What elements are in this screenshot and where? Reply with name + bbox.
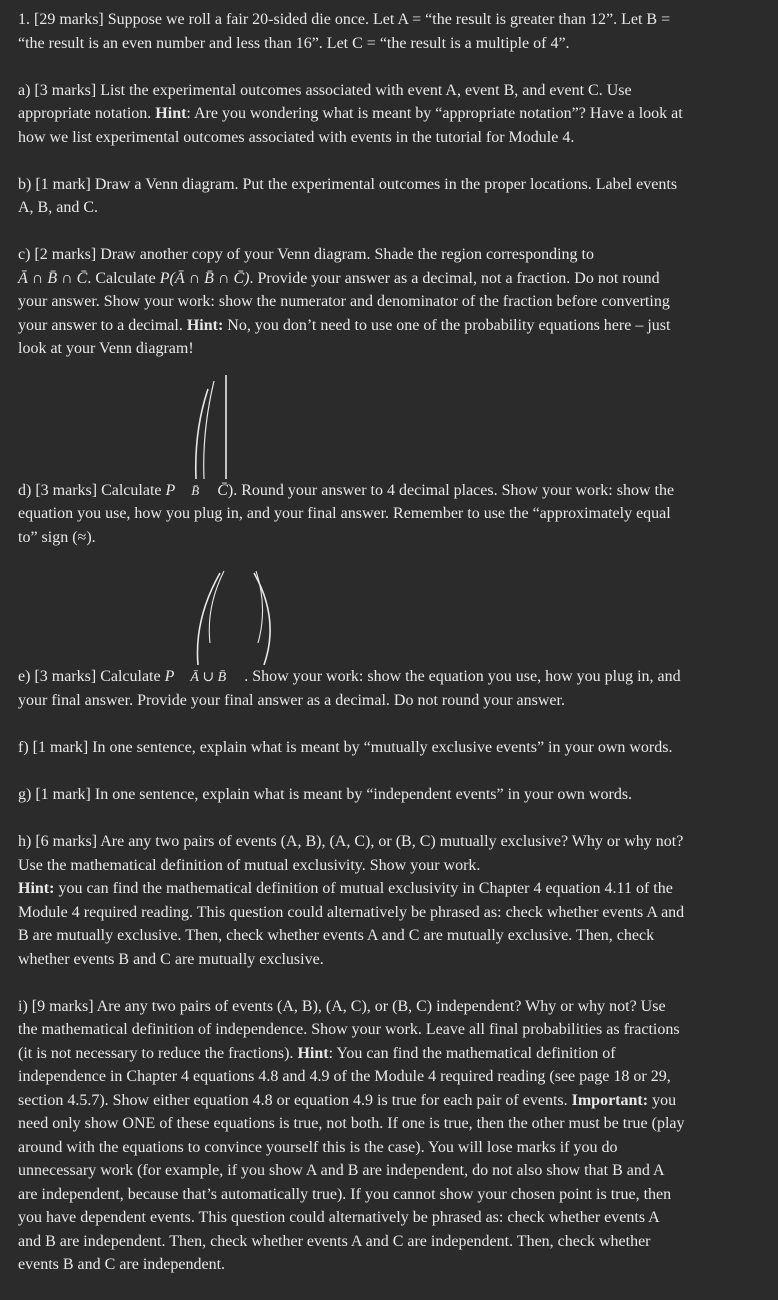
question-e (18, 665, 748, 713)
qh-line-1: h) [6 marks] Are any two pairs of events (A, B), (A, C), or (B, C) mutually exclusive? Why or why not? (18, 833, 684, 850)
qd-line-2: equation you use, how you plug in, and your final answer. Remember to use the “approximately equal (18, 505, 671, 522)
qd-text: d) [3 marks] Calculate (18, 481, 166, 499)
qi-line-4: independence in Chapter 4 equations 4.8 and 4.9 of the Module 4 required reading (see page 18 or 29, (18, 1068, 671, 1085)
qd-probability-symbol: P (165, 481, 176, 499)
qi-text: section 4.5.7). Show either equation 4.8 or equation 4.9 is true for each pair of events. (18, 1091, 572, 1109)
qi-text: you (648, 1091, 677, 1109)
question-1-intro (18, 8, 748, 55)
qd-text: ). Round your answer to 4 decimal places. Show your work: show the (227, 481, 675, 499)
qc-hint-label: Hint: (186, 316, 224, 334)
qc-line-4 (18, 314, 748, 338)
qc-text: . Provide your answer as a decimal, not a fraction. Do not round (249, 269, 660, 287)
qh-text: you can find the mathematical definition of mutual exclusivity in Chapter 4 equation 4.11 of the (54, 880, 673, 897)
qi-line-7: around with the equations to convince yourself this is the case). You will lose marks if you do (18, 1138, 618, 1156)
q1-line-2: “the result is an even number and less than 16”. Let C = “the result is a multiple of 4”. (18, 34, 570, 52)
qd-math-figure (18, 361, 748, 479)
qe-math-figure (18, 567, 748, 665)
qi-line-10: you have dependent events. This question could alternatively be phrased as: check whether events A (18, 1209, 660, 1226)
qh-line-4: Module 4 required reading. This question could alternatively be phrased as: check whether events A and (18, 903, 685, 921)
qi-line-11: and B are independent. Then, check whether events A and C are independent. Then, check whether (18, 1232, 651, 1250)
qa-line-2 (18, 102, 748, 126)
document-body (18, 8, 748, 1300)
qa-text: : Are you wondering what is meant by “appropriate notation”? Have a look at (186, 105, 683, 122)
qa-line-1: a) [3 marks] List the experimental outcomes associated with event A, event B, and event C. Use (18, 81, 632, 99)
qd-line-1 (18, 479, 748, 503)
qc-probability-expression: P(Ā ∩ B̄ ∩ C̄) (159, 269, 250, 287)
qg-line-1: g) [1 mark] In one sentence, explain what is meant by “independent events” in your own words. (18, 786, 633, 803)
qb-line-2: A, B, and C. (18, 199, 98, 216)
qh-line-6: whether events B and C are mutually exclusive. (18, 950, 324, 968)
qe-line-2: your final answer. Provide your final answer as a decimal. Do not round your answer. (18, 692, 565, 709)
question-c (18, 243, 748, 361)
qa-line-3: how we list experimental outcomes associated with events in the tutorial for Module 4. (18, 128, 575, 146)
qi-line-1: i) [9 marks] Are any two pairs of events (A, B), (A, C), or (B, C) independent? Why or why not? Use (18, 997, 666, 1015)
qi-line-5 (18, 1089, 748, 1113)
qb-line-1: b) [1 mark] Draw a Venn diagram. Put the experimental outcomes in the proper locations. Label events (18, 175, 678, 193)
qi-important-label: Important: (571, 1091, 649, 1109)
q1-line-1: 1. [29 marks] Suppose we roll a fair 20-sided die once. Let A = “the result is greater than 12”. Let B = (18, 11, 671, 28)
qe-probability-symbol: P (164, 667, 175, 685)
qc-line-3: your answer. Show your work: show the numerator and denominator of the fraction before converting (18, 293, 670, 310)
question-f (18, 736, 748, 760)
question-b (18, 173, 748, 220)
qa-text: appropriate notation. (18, 105, 156, 122)
qc-text: your answer to a decimal. (18, 316, 187, 334)
qd-large-parenthesis-glyph (18, 361, 748, 479)
qi-line-12: events B and C are independent. (18, 1256, 226, 1273)
qc-text: No, you don’t need to use one of the probability equations here – just (223, 316, 671, 334)
qh-hint-label: Hint: (18, 880, 55, 897)
qi-text: : You can find the mathematical definition of (328, 1044, 616, 1062)
qe-set-expression: Ā ∪ B̄ (190, 669, 227, 685)
qi-line-8: unnecessary work (for example, if you show A and B are independent, do not also show that B and A (18, 1162, 665, 1179)
qh-line-3 (18, 877, 748, 901)
qi-line-2: the mathematical definition of independence. Show your work. Leave all final probabilities as fractions (18, 1021, 680, 1038)
qe-text: e) [3 marks] Calculate (18, 667, 165, 685)
qe-large-parentheses-glyph (18, 567, 748, 665)
qi-line-6: need only show ONE of these equations is true, not both. If one is true, then the other must be true (play (18, 1115, 685, 1132)
qc-set-expression: Ā ∩ B̄ ∩ C̄ (18, 269, 88, 287)
qd-event-b-complement: B̄ (191, 482, 200, 498)
qe-text: . Show your work: show the equation you use, how you plug in, and (244, 667, 681, 685)
question-d (18, 479, 748, 550)
qi-hint-label: Hint (297, 1044, 329, 1062)
qh-line-5: B are mutually exclusive. Then, check whether events A and C are mutually exclusive. Then, check (18, 927, 655, 944)
qc-line-2 (18, 267, 748, 291)
qc-line-1: c) [2 marks] Draw another copy of your Venn diagram. Shade the region corresponding to (18, 246, 594, 263)
qi-line-3 (18, 1042, 748, 1066)
question-g (18, 783, 748, 807)
qa-hint-label: Hint (155, 105, 187, 122)
qc-line-5: look at your Venn diagram! (18, 340, 194, 357)
question-i (18, 995, 748, 1277)
qi-line-9: are independent, because that’s automatically true). If you cannot show your chosen point is true, then (18, 1185, 672, 1203)
qd-event-c-complement: C̄ (217, 481, 228, 499)
qf-line-1: f) [1 mark] In one sentence, explain what is meant by “mutually exclusive events” in your own words. (18, 739, 673, 756)
qc-text: . Calculate (87, 269, 160, 287)
question-h (18, 830, 748, 971)
qh-line-2: Use the mathematical definition of mutual exclusivity. Show your work. (18, 856, 481, 874)
qd-line-3: to” sign (≈). (18, 528, 96, 546)
qe-line-1 (18, 665, 748, 690)
qi-text: (it is not necessary to reduce the fractions). (18, 1044, 298, 1062)
question-a (18, 79, 748, 150)
